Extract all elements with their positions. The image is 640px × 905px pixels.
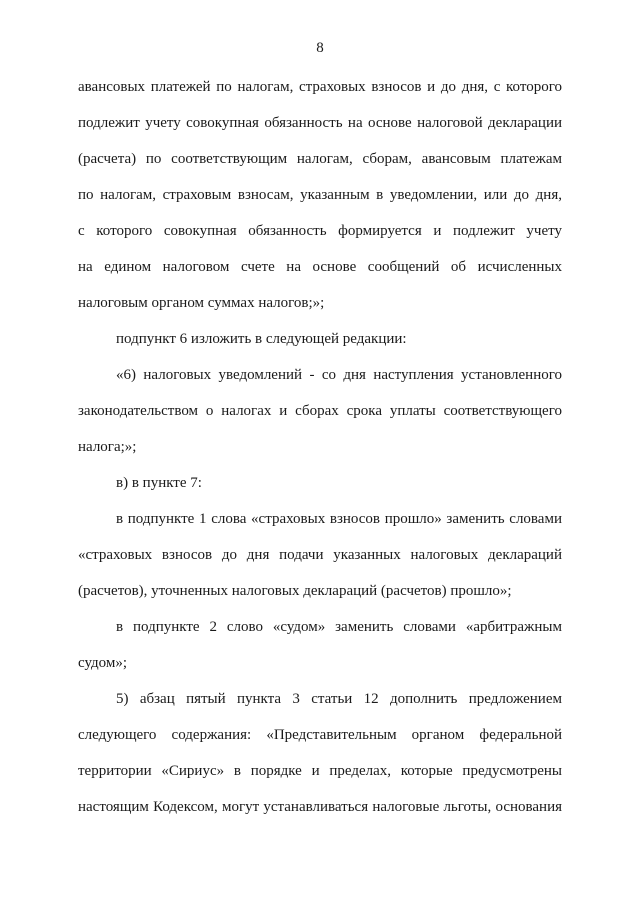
text-line: с которого совокупная обязанность формируется и подлежит учету — [78, 223, 562, 239]
text-line: по налогам, страховым взносам, указанным в уведомлении, или до дня, — [78, 187, 562, 203]
text-line: судом»; — [78, 655, 128, 671]
paragraph-subpoint-6-instruction — [78, 321, 562, 357]
text-line: (расчетов), уточненных налоговых деклараций (расчетов) прошло»; — [78, 583, 512, 599]
text-line: (расчета) по соответствующим налогам, сборам, авансовым платежам — [78, 151, 562, 167]
text-line: следующего содержания: «Представительным органом федеральной — [78, 727, 562, 743]
text-line: «страховых взносов до дня подачи указанных налоговых деклараций — [78, 547, 562, 563]
text-line: настоящим Кодексом, могут устанавливаться налоговые льготы, основания — [78, 799, 562, 815]
text-line: в подпункте 1 слова «страховых взносов прошло» заменить словами — [116, 511, 562, 527]
text-line: «6) налоговых уведомлений - со дня наступления установленного — [116, 367, 562, 383]
text-line: 5) абзац пятый пункта 3 статьи 12 дополнить предложением — [116, 691, 562, 707]
text-line: налоговым органом суммах налогов;»; — [78, 295, 325, 311]
text-line: авансовых платежей по налогам, страховых взносов и до дня, с которого — [78, 79, 562, 95]
text-line: подпункт 6 изложить в следующей редакции: — [116, 331, 407, 347]
paragraph-subpoint-1-amendment — [78, 501, 562, 609]
paragraph-subpoint-2-amendment — [78, 609, 562, 681]
text-line: в) в пункте 7: — [116, 475, 202, 491]
text-line: налога;»; — [78, 439, 137, 455]
paragraph-article-12-amendment — [78, 681, 562, 825]
text-line: территории «Сириус» в порядке и пределах, которые предусмотрены — [78, 763, 562, 779]
text-line: на едином налоговом счете на основе сообщений об исчисленных — [78, 259, 562, 275]
page-number: 8 — [316, 40, 324, 56]
text-line: подлежит учету совокупная обязанность на основе налоговой декларации — [78, 115, 562, 131]
paragraph-point-7-heading — [78, 465, 562, 501]
document-body — [78, 69, 562, 825]
paragraph-subpoint-6-text — [78, 357, 562, 465]
text-line: законодательством о налогах и сборах срока уплаты соответствующего — [78, 403, 562, 419]
text-line: в подпункте 2 слово «судом» заменить словами «арбитражным — [116, 619, 562, 635]
paragraph-continuation — [78, 69, 562, 321]
